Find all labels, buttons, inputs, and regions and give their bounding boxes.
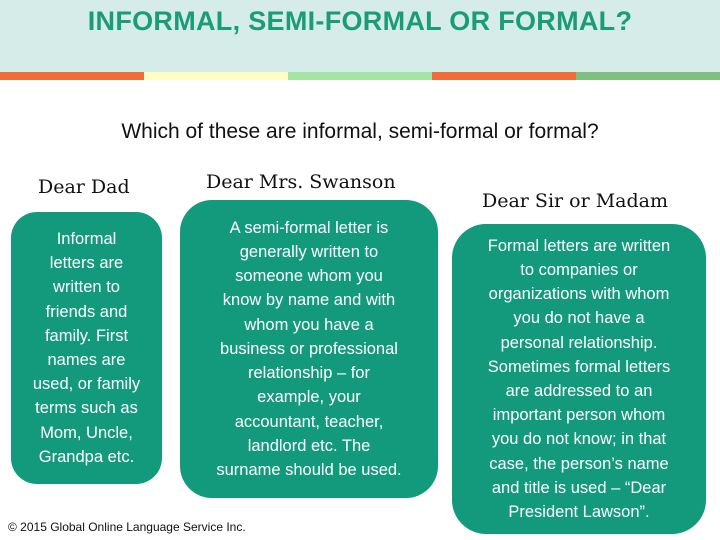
card-line: example, your: [257, 388, 361, 407]
card-line: terms such as: [35, 399, 138, 418]
accent-stripe-3: [288, 72, 432, 80]
accent-stripe-4: [432, 72, 576, 80]
card-line: are addressed to an: [505, 382, 653, 400]
copyright-notice: © 2015 Global Online Language Service Inc.: [8, 520, 246, 534]
card-line: whom you have a: [244, 315, 374, 334]
card-line: important person whom: [492, 406, 666, 425]
card-line: written to: [53, 278, 120, 297]
accent-stripe-1: [0, 72, 144, 80]
card-line: letters are: [49, 254, 124, 273]
card-line: Mom, Uncle,: [40, 423, 133, 442]
header-banner: [0, 0, 720, 72]
salutation-informal: Dear Dad: [38, 176, 130, 198]
card-semi-formal: [180, 200, 438, 498]
card-informal: [11, 212, 162, 484]
card-informal-text: [33, 227, 140, 469]
page-title: INFORMAL, SEMI-FORMAL OR FORMAL?: [87, 6, 633, 36]
card-line: friends and: [45, 302, 128, 321]
card-line: know by name and with: [222, 291, 396, 310]
card-line: landlord etc. The: [247, 436, 371, 455]
card-line: and title is used – “Dear: [491, 478, 667, 497]
card-formal-text: [488, 234, 670, 524]
card-line: organizations with whom: [488, 285, 670, 304]
accent-stripe-2: [144, 72, 288, 80]
card-line: Grandpa etc.: [38, 447, 135, 466]
card-line: personal relationship.: [500, 333, 658, 352]
card-line: Formal letters are written: [487, 236, 671, 255]
salutation-semi-formal: Dear Mrs. Swanson: [206, 171, 396, 193]
card-line: family. First: [44, 326, 129, 345]
card-line: President Lawson”.: [508, 503, 650, 522]
card-line: surname should be used.: [216, 460, 402, 479]
card-line: someone whom you: [235, 267, 383, 286]
card-line: you do not have a: [513, 309, 645, 328]
card-line: Sometimes formal letters: [487, 357, 671, 376]
card-line: A semi-formal letter is: [229, 218, 389, 237]
salutation-formal: Dear Sir or Madam: [482, 190, 668, 212]
card-formal: [452, 224, 706, 534]
accent-stripe-5: [576, 72, 720, 80]
card-line: business or professional: [220, 339, 398, 358]
card-line: Informal: [56, 229, 117, 248]
card-line: names are: [47, 351, 126, 369]
card-line: generally written to: [239, 243, 379, 262]
question-text: Which of these are informal, semi-formal or formal?: [121, 120, 599, 143]
card-line: to companies or: [520, 260, 638, 279]
card-semi-formal-text: [216, 216, 401, 482]
card-line: relationship – for: [247, 364, 370, 383]
card-line: accountant, teacher,: [234, 412, 384, 431]
card-line: you do not know; in that: [491, 430, 667, 449]
card-line: used, or family: [32, 375, 141, 394]
card-line: case, the person’s name: [489, 454, 669, 473]
